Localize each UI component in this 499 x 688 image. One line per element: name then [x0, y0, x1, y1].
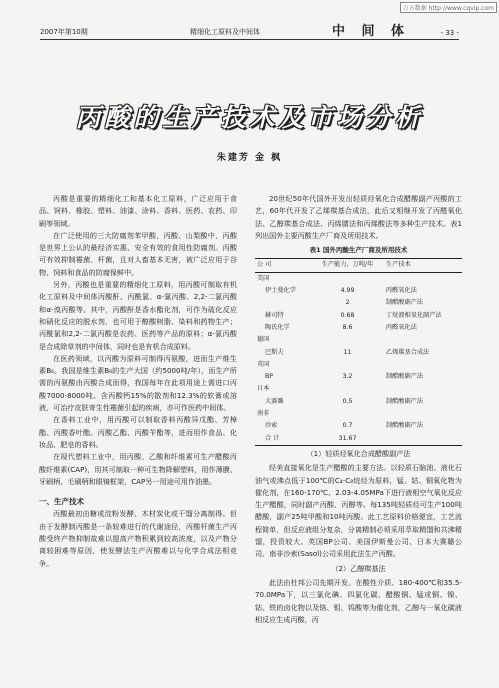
- section-heading: 一、生产技术: [39, 497, 84, 507]
- issue-label: 2007年第10期: [40, 28, 88, 36]
- technology-cell: 丙醛氧化法: [385, 323, 417, 331]
- company-cell: 陶氏化学: [265, 323, 290, 331]
- subsection-heading: （1）轻质烃氧化合成醋酸副产法: [306, 448, 411, 458]
- table-country-row: [255, 359, 462, 371]
- technology-cell: 制醋酸副产法: [385, 373, 424, 381]
- table-row: [255, 310, 462, 322]
- page-number: - 33 -: [440, 29, 459, 37]
- paragraph: 另外，丙酸也是重要的精细化工原料，用丙酸可制取有机化工原料及中间体丙酸酐、丙酰氯、α-氯丙酸、2,2-二氯丙酸和α-溴丙酸等。其中，丙酸酐是香水酯化剂，可作为硫化反应和硝化反应的脱水剂，也可用于醇酸树脂、染料和药物生产；丙酰氯和2,2-二氯丙酸是农药、医药等产品的原料；α-氯丙酸是合成除草剂的中间体，同时也是有机合成原料。: [39, 280, 237, 351]
- capacity-cell: 0.68: [340, 311, 355, 319]
- paragraph: 在广泛使用的三大防腐剂苯甲酸、丙酸、山梨酸中，丙酸是世界上公认的最经济实惠、安全有效的食用性防腐剂。丙酸可有效抑制霉菌、杆菌，且对人畜基本无害，被广泛应用于谷物、饲料和食品的防腐保鲜中。: [39, 230, 237, 277]
- paragraph: 20世纪50年代国外开发出轻质烃氧化合成醋酸副产丙酸的工艺，60年代开发了乙烯羰基合成法，此后又相继开发了丙醛氧化法、乙醇羰基合成法、丙烯腈法和丙烯酸法等多种生产技术。表1列出国外主要丙酸生产厂商及所用技术。: [255, 194, 462, 240]
- journal-name: 精细化工原料及中间体: [190, 28, 260, 36]
- table-country-row: [255, 272, 462, 285]
- capacity-cell: 3.2: [342, 373, 353, 381]
- running-header: [40, 24, 459, 40]
- technology-cell: 丙醛氧化法: [385, 287, 417, 295]
- company-cell: 大赛璐: [265, 397, 284, 405]
- company-cell: 巴斯夫: [265, 348, 284, 356]
- table-total-row: [255, 433, 462, 446]
- subsection-heading: （2）乙醇羰基法: [331, 563, 386, 573]
- technology-cell: [384, 433, 462, 446]
- right-column: [255, 193, 462, 626]
- country-cell: 美国: [257, 274, 270, 282]
- table-caption: 表1 国外丙酸生产厂商及所用技术: [309, 246, 408, 255]
- technology-cell: 制醋酸副产法: [385, 299, 424, 307]
- table-row: [255, 347, 462, 359]
- company-cell: 沙索: [265, 422, 278, 430]
- article-title: 丙酸的生产技术及市场分析: [75, 103, 424, 132]
- table-row: [255, 396, 462, 408]
- country-cell: 日本: [257, 385, 270, 393]
- capacity-cell: 11: [343, 348, 352, 356]
- capacity-cell: 31.67: [338, 434, 357, 442]
- watermark[interactable]: 万方数据 http://www.cqvip.com: [400, 2, 497, 13]
- company-cell: [255, 297, 311, 309]
- table-row: [255, 371, 462, 383]
- producers-table: [255, 258, 462, 445]
- table-country-row: [255, 383, 462, 395]
- country-cell: 南非: [257, 410, 270, 418]
- capacity-cell: 8.6: [342, 323, 353, 331]
- country-cell: 英国: [257, 360, 270, 368]
- country-cell: 德国: [257, 336, 270, 344]
- paragraph: 在医药领域，以丙酸为原料可制得丙氨酸，进而生产维生素B₆。我国是维生素B₆的生产大国（约5000吨/年），而生产所需的丙氨酸由丙酸合成而得，我国每年在此项用途上需进口丙酸7000-8000吨。含丙酸钙15%的散剂和12.3%的软膏或溶液，可治疗皮肤寄生性霉菌引起的疾病，亦可作医药中间体。: [39, 353, 237, 413]
- company-cell: 合 计: [265, 434, 280, 442]
- table-country-row: [255, 408, 462, 420]
- capacity-cell: 2: [345, 299, 350, 307]
- table-country-row: [255, 334, 462, 346]
- paragraph: 经美直接氧化是生产醋酸的主要方法。以轻质石脑油、液化石油气或沸点低于100℃的C₄-C₈烷烃为原料，锰、钴、铜氧化物为催化剂，在160-170℃、2.03-4.05MPa下进行液相空气氧化反应生产醋酸，同时副产丙酸、丙醇等。每135吨轻质烃可生产100吨醋酸，副产25吨甲酸和10吨丙酸。此工艺原料价格便宜，工艺流程简单，但反应液组分复杂，分离精制必须采用萃取精馏和共沸精馏，投资较大。英国BP公司、美国伊斯曼公司、日本大赛璐公司、南非沙索(Sasol)公司采用此法生产丙酸。: [255, 463, 462, 559]
- column-header: 生产技术: [385, 261, 411, 269]
- column-brand: 中 间 体: [332, 24, 411, 39]
- table-row: [255, 420, 462, 432]
- company-cell: 赫司特: [265, 311, 284, 319]
- paragraph: 在香料工业中，用丙酸可以制取香料丙酸异戊酯、芳樟酯、丙酸香叶酯、丙酸乙酯、丙酸苄酯等，进而用作食品、化妆品、肥皂的香料。: [39, 415, 237, 449]
- company-cell: BP: [265, 373, 273, 381]
- column-header: 公 司: [257, 261, 272, 269]
- paragraph: 在现代塑料工业中，用丙酸、乙酸和纤维素可生产醋酸丙酸纤维素(CAP)，用其可制取一种可生物降解塑料，用作薄膜、牙刷柄、毛刷柄和眼镜框架，CAP另一用途可用作油墨。: [39, 452, 237, 486]
- technology-cell: 制醋酸副产法: [385, 422, 424, 430]
- paragraph: 此法由杜邦公司先期开发。在酸性介质、180-400℃和35.5-70.0MPa下，以三氯化碘、四氯化碳、醋酸铜、锰或铜、镍、钴、铁的卤化物以及铬、钼、钨酸等为催化剂，乙醇与一氧化碳液相反应生成丙酸，丙: [255, 577, 462, 624]
- table-row: [255, 322, 462, 334]
- authors: 朱建芳 金 枫: [216, 153, 283, 163]
- company-cell: 伊士曼化学: [265, 287, 296, 295]
- technology-cell: 丁烷液相氧化副产法: [385, 311, 442, 319]
- capacity-cell: 4.99: [340, 287, 355, 295]
- capacity-cell: 0.7: [342, 422, 353, 430]
- technology-cell: 乙烯羰基合成法: [385, 348, 430, 356]
- table-row: [255, 285, 462, 297]
- technology-cell: 制醋酸副产法: [385, 397, 424, 405]
- paragraph: 丙酸是重要的精细化工和基本化工原料，广泛应用于食品、饲料、橡胶、塑料、油漆、涂料、香料、医药、农药、印刷等领域。: [39, 194, 237, 228]
- column-header: 生产能力，万吨/年: [321, 261, 374, 269]
- table-header-row: [255, 259, 462, 272]
- left-column: [39, 193, 237, 570]
- capacity-cell: 0.5: [342, 397, 353, 405]
- table-row: [255, 297, 462, 309]
- paragraph: 丙酸最初由糖或淀粉发酵、木材炭化或干馏分离制得。但由于发酵制丙酸是一条较难进行的代谢途径，丙酸杆菌生产丙酸受终产物抑制故难以提高产物积累到较高浓度，以及产物分离较困难等原因，使发酵法生产丙酸难以与化学合成法相竞争。: [39, 509, 237, 568]
